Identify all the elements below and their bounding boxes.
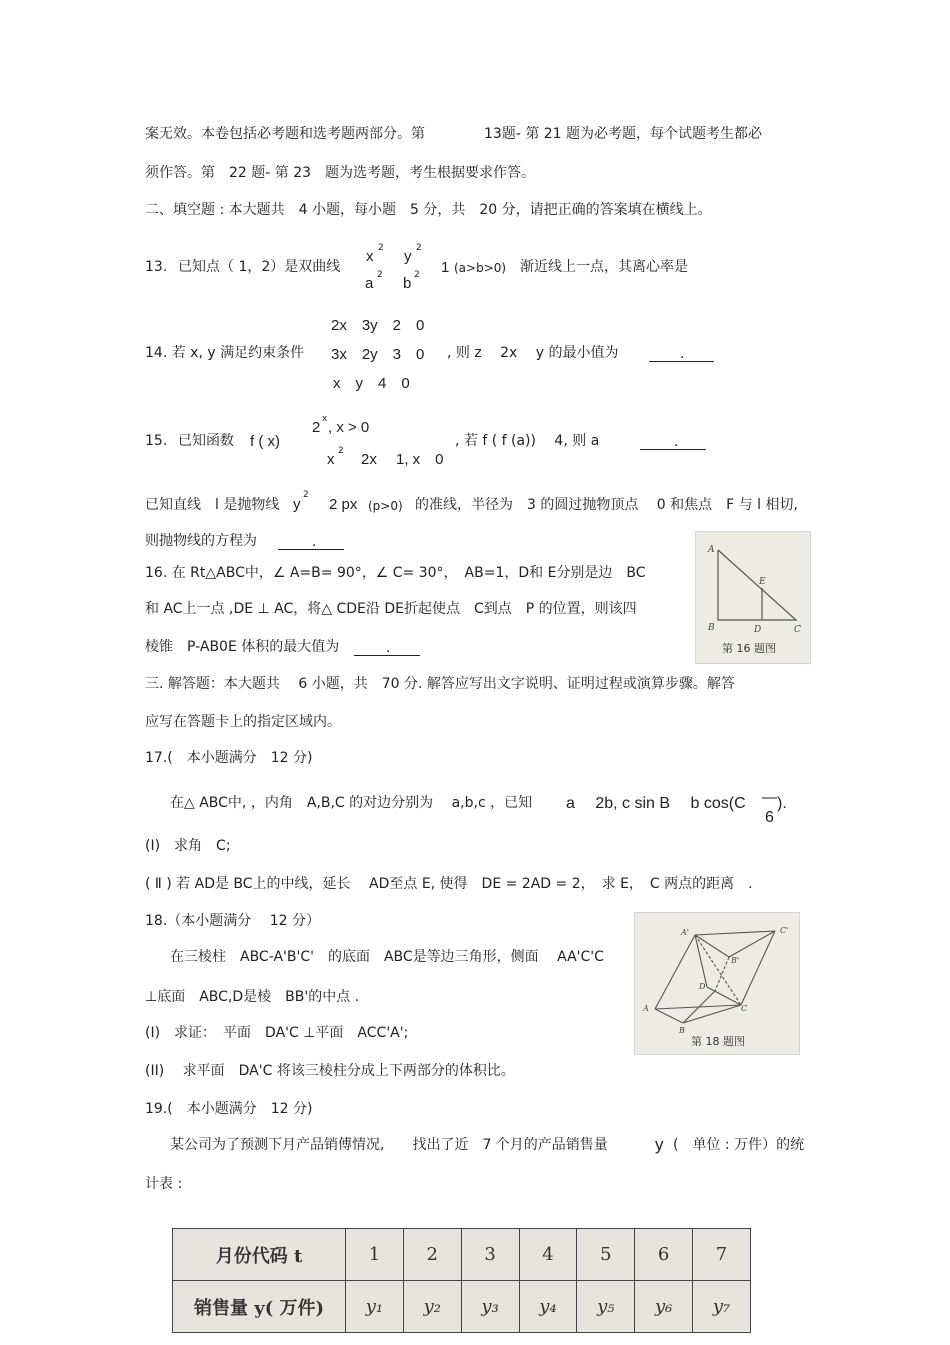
q13-sq-4: 2 [414,270,420,280]
q13-text-b: 渐近线上一点，其离心率是 [520,259,688,275]
q19-line-1b: ( 单位 : 万件）的统 [673,1137,805,1153]
q16-line-2: 和 AC上一点 ,DE ⊥ AC，将△ CDE沿 DE折起使点 C到点 P 的位置，则该四 [145,601,637,617]
q17-text-a: 在△ ABC中, ，内角 A,B,C 的对边分别为 a,b,c ，已知 [170,795,533,811]
sales-3: y₃ [461,1281,519,1333]
q14-constraint-3: x y 4 0 [333,375,410,392]
q14-text-a: 14. 若 x, y 满足约束条件 [145,345,305,361]
q15-text-a: 已知函数 [178,433,234,449]
parabola-cond: (p>0) [368,499,403,513]
intro-line-2: 须作答。第 22 题- 第 23 题为选考题，考生根据要求作答。 [145,165,536,181]
q13-sq-2: 2 [377,270,383,280]
q18-prism-diagram [635,913,799,1054]
section-2-header: 二、填空题 : 本大题共 4 小题，每小题 5 分，共 20 分，请把正确的答案填在横线上。 [145,202,712,218]
parabola-line-1b: 的准线，半径为 3 的圆过抛物顶点 0 和焦点 F 与 l 相切, [415,497,798,513]
q13-cond: (a>b>0) [454,261,507,275]
intro-line-1: 案无效。本卷包括必考题和选考题两部分。第 [145,126,425,142]
table-row-sales [173,1281,751,1333]
sales-table [172,1228,751,1333]
q16-label-e: E [759,577,766,587]
q18-label-c-prime: C' [780,926,789,935]
month-1: 1 [346,1229,404,1281]
month-5: 5 [577,1229,635,1281]
month-7: 7 [693,1229,751,1281]
sales-4: y₄ [519,1281,577,1333]
q17-head: 17.( 本小题满分 12 分) [145,750,313,766]
q13-text-a: 已知点（ 1，2）是双曲线 [178,259,341,275]
q13-sq-1: 2 [378,243,384,253]
q18-label-a-prime: A' [681,928,689,937]
q17-frac-den: 6 [765,809,774,826]
q14-constraint-1: 2x 3y 2 0 [331,317,425,334]
section-3-line-2: 应写在答题卡上的指定区域内。 [145,714,341,730]
row-head-month: 月份代码 t [173,1229,346,1281]
parabola-answer-blank[interactable] [278,549,344,550]
q15-case-1: 2 [312,419,321,436]
q15-case-1-exp: x [322,414,328,424]
q19-line-2: 计表 : [145,1176,183,1192]
q18-figure [634,912,800,1055]
q17-part-2: ( Ⅱ ) 若 AD是 BC上的中线，延长 AD至点 E, 使得 DE = 2AD = 2， 求 E， C 两点的距离 . [145,876,753,892]
q18-label-c: C [741,1004,748,1013]
q15-case-2-exp: 2 [338,446,344,456]
q19-head: 19.( 本小题满分 12 分) [145,1101,313,1117]
q18-line-1: 在三棱柱 ABC-A'B'C' 的底面 ABC是等边三角形，侧面 AA'C'C [170,949,604,965]
q18-line-2: ⊥底面 ABC,D是棱 BB'的中点 . [145,989,360,1005]
row-head-sales: 销售量 y( 万件) [173,1281,346,1333]
parabola-line-2: 则抛物线的方程为 [145,533,257,549]
q14-text-b: , 则 z 2x y 的最小值为 [447,345,619,361]
month-4: 4 [519,1229,577,1281]
q15-blank-dot: . [674,434,679,450]
q19-line-1a: 某公司为了预测下月产品销傅情况, 找出了近 7 个月的产品销售量 [170,1137,608,1153]
q14-blank-dot: . [680,346,685,362]
q15-answer-blank[interactable] [640,449,706,450]
q13-num-y: y [404,248,412,265]
section-3-line-1: 三. 解答题：本大题共 6 小题，共 70 分. 解答应写出文字说明、证明过程或演算步骤。解答 [145,676,735,692]
parabola-blank-dot: . [312,534,317,550]
intro-line-1b: 13题- 第 21 题为必考题，每个试题考生都必 [484,126,763,142]
q14-constraint-2: 3x 2y 3 0 [331,346,425,363]
table-row-month [173,1229,751,1281]
q18-label-a: A [643,1004,649,1013]
q17-formula: a 2b, c sin B b cos(C [566,795,746,812]
q15-case-1-rest: , x > 0 [328,419,370,436]
q15-case-2-rest: 2x 1, x 0 [361,451,444,468]
parabola-px: 2 px [329,496,358,513]
q18-label-b: B [679,1026,685,1035]
q18-label-d: D [699,982,706,991]
q17-part-1: (I) 求角 C; [145,838,231,854]
q18-label-b-prime: B' [731,956,740,965]
q16-label-d: D [754,625,762,635]
q16-label-c: C [794,625,801,635]
q15-f: f ( x) [250,433,280,450]
q16-figure-caption: 第 16 题图 [722,642,776,655]
q15-number: 15. [145,433,168,449]
q16-blank-dot: . [386,640,391,656]
q13-sq-3: 2 [416,243,422,253]
q13-rhs: 1 [441,259,450,276]
q13-den-b: b [403,275,412,292]
sales-6: y₆ [635,1281,693,1333]
sales-7: y₇ [693,1281,751,1333]
month-3: 3 [461,1229,519,1281]
sales-1: y₁ [346,1281,404,1333]
q13-number: 13. [145,259,168,275]
month-2: 2 [403,1229,461,1281]
sales-5: y₅ [577,1281,635,1333]
month-6: 6 [635,1229,693,1281]
parabola-y-exp: 2 [303,490,309,500]
q16-figure [695,531,811,664]
q16-label-b: B [708,623,715,633]
parabola-line-1a: 已知直线 l 是抛物线 [145,497,280,513]
parabola-y: y [293,496,301,513]
sales-2: y₂ [403,1281,461,1333]
q17-frac-num: — [762,789,777,806]
q18-head: 18.（本小题满分 12 分） [145,913,320,929]
q13-den-a: a [365,275,374,292]
q18-part-2: (II) 求平面 DA'C 将该三棱柱分成上下两部分的体积比。 [145,1063,515,1079]
q17-close: ). [777,795,787,812]
q15-case-2: x [327,451,335,468]
q16-line-1: 16. 在 Rt△ABC中，∠ A=B= 90°，∠ C= 30°， AB=1，D和 E分别是边 BC [145,565,646,581]
q13-num-x: x [366,248,374,265]
q19-y: y [655,1135,664,1154]
q18-figure-caption: 第 18 题图 [691,1035,745,1048]
q16-label-a: A [708,545,715,555]
q18-part-1: (I) 求证： 平面 DA'C ⊥平面 ACC'A'; [145,1025,409,1041]
q15-text-b: , 若 f ( f (a)) 4, 则 a [455,433,600,449]
q16-line-3: 棱锥 P-AB0E 体积的最大值为 [145,639,340,655]
